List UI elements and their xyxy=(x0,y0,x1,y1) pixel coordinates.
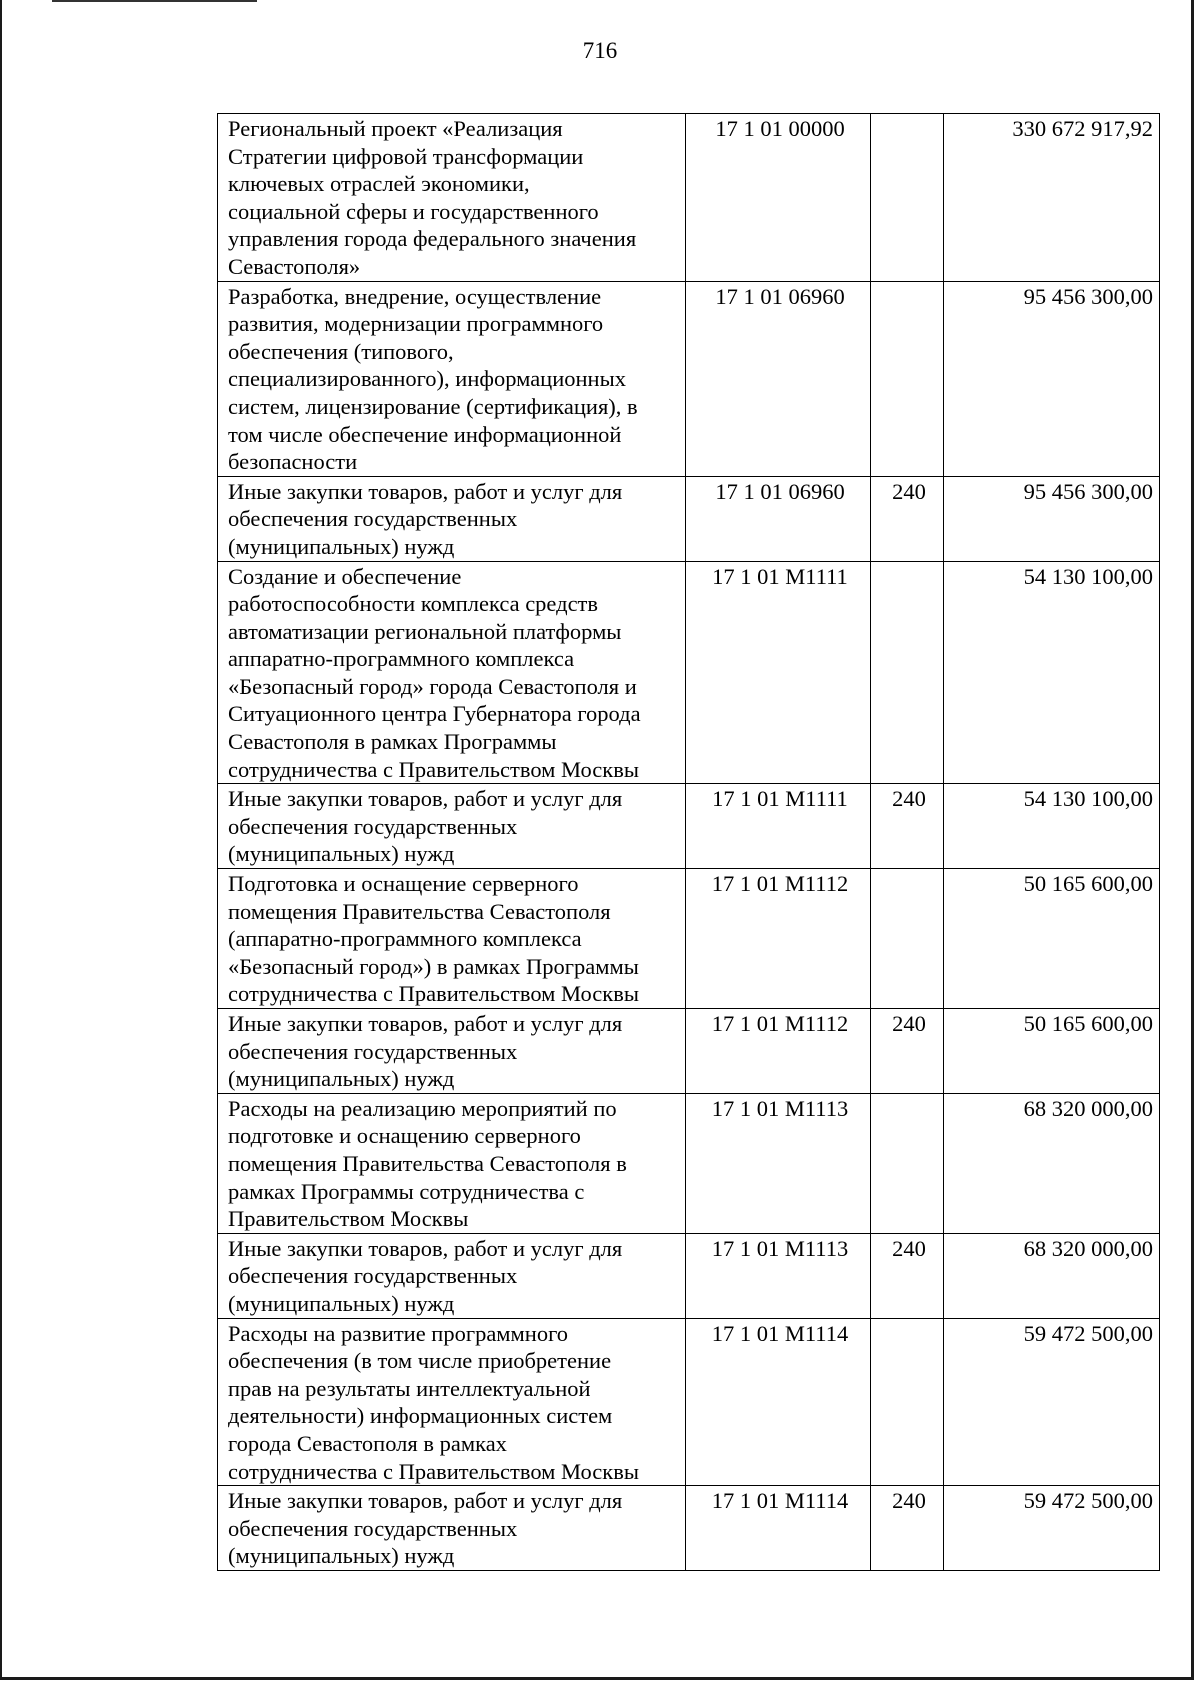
row-code-cell: 17 1 01 M1112 xyxy=(686,869,871,1009)
row-name-line: том числе обеспечение информационной xyxy=(228,421,622,447)
row-name-line: развития, модернизации программного xyxy=(228,311,604,337)
row-name-line: помещения Правительства Севастополя xyxy=(228,898,611,924)
row-name-line: обеспечения государственных xyxy=(228,1515,518,1541)
table-row xyxy=(218,281,1160,476)
row-expense-type-cell xyxy=(871,1093,944,1233)
row-name-line: сотрудничества с Правительством Москвы xyxy=(228,981,639,1007)
row-name-line: Стратегии цифровой трансформации xyxy=(228,143,584,169)
row-name-line: Иные закупки товаров, работ и услуг для xyxy=(228,786,623,812)
row-expense-type-cell xyxy=(871,1318,944,1486)
row-name-line: обеспечения (в том числе приобретение xyxy=(228,1348,612,1374)
row-name-line: социальной сферы и государственного xyxy=(228,198,599,224)
budget-table xyxy=(217,113,1160,1571)
row-name-line: обеспечения государственных xyxy=(228,506,518,532)
row-name-line: рамках Программы сотрудничества с xyxy=(228,1178,585,1204)
row-name-line: города Севастополя в рамках xyxy=(228,1430,507,1456)
row-name-line: «Безопасный город») в рамках Программы xyxy=(228,953,639,979)
row-name-line: аппаратно-программного комплекса xyxy=(228,646,575,672)
row-name-cell xyxy=(218,114,686,282)
row-name-line: Правительством Москвы xyxy=(228,1206,469,1232)
row-code-cell: 17 1 01 M1114 xyxy=(686,1318,871,1486)
row-name-line: Иные закупки товаров, работ и услуг для xyxy=(228,1235,623,1261)
row-name-line: ключевых отраслей экономики, xyxy=(228,171,530,197)
row-expense-type-cell: 240 xyxy=(871,1233,944,1318)
row-name-line: обеспечения государственных xyxy=(228,1263,518,1289)
row-sum-cell: 330 672 917,92 xyxy=(944,114,1160,282)
row-sum-cell: 95 456 300,00 xyxy=(944,476,1160,561)
row-sum-cell: 59 472 500,00 xyxy=(944,1318,1160,1486)
row-name-line: (муниципальных) нужд xyxy=(228,1066,455,1092)
row-code-cell: 17 1 01 M1113 xyxy=(686,1233,871,1318)
row-sum-cell: 59 472 500,00 xyxy=(944,1486,1160,1571)
top-rule xyxy=(52,0,257,2)
row-name-line: Разработка, внедрение, осуществление xyxy=(228,283,602,309)
row-name-line: сотрудничества с Правительством Москвы xyxy=(228,1458,639,1484)
row-name-line: Иные закупки товаров, работ и услуг для xyxy=(228,1011,623,1036)
row-expense-type-cell xyxy=(871,561,944,784)
row-name-line: «Безопасный город» города Севастополя и xyxy=(228,673,637,699)
row-code-cell: 17 1 01 M1111 xyxy=(686,561,871,784)
row-sum-cell: 54 130 100,00 xyxy=(944,561,1160,784)
row-code-cell: 17 1 01 06960 xyxy=(686,281,871,476)
row-expense-type-cell xyxy=(871,281,944,476)
row-name-line: Расходы на развитие программного xyxy=(228,1320,568,1346)
row-name-cell xyxy=(218,1486,686,1571)
row-name-line: Региональный проект «Реализация xyxy=(228,116,563,141)
row-code-cell: 17 1 01 06960 xyxy=(686,476,871,561)
row-name-line: прав на результаты интеллектуальной xyxy=(228,1375,591,1401)
table-row xyxy=(218,869,1160,1009)
row-name-cell xyxy=(218,784,686,869)
row-code-cell: 17 1 01 M1114 xyxy=(686,1486,871,1571)
table-row xyxy=(218,1009,1160,1094)
row-name-line: Севастополя в рамках Программы xyxy=(228,729,557,755)
row-name-line: (муниципальных) нужд xyxy=(228,1543,455,1569)
row-name-line: деятельности) информационных систем xyxy=(228,1403,613,1429)
row-name-cell xyxy=(218,281,686,476)
row-name-line: работоспособности комплекса средств xyxy=(228,591,599,617)
row-sum-cell: 50 165 600,00 xyxy=(944,1009,1160,1094)
row-expense-type-cell: 240 xyxy=(871,476,944,561)
row-name-line: Севастополя» xyxy=(228,253,361,279)
row-sum-cell: 50 165 600,00 xyxy=(944,869,1160,1009)
row-name-line: (муниципальных) нужд xyxy=(228,1290,455,1316)
row-name-cell xyxy=(218,869,686,1009)
row-sum-cell: 68 320 000,00 xyxy=(944,1093,1160,1233)
row-name-line: специализированного), информационных xyxy=(228,366,626,392)
table-row xyxy=(218,561,1160,784)
table-row xyxy=(218,1233,1160,1318)
row-name-line: сотрудничества с Правительством Москвы xyxy=(228,756,639,782)
row-name-cell xyxy=(218,561,686,784)
row-expense-type-cell xyxy=(871,114,944,282)
row-name-cell xyxy=(218,476,686,561)
row-name-line: Иные закупки товаров, работ и услуг для xyxy=(228,1488,623,1514)
row-name-cell xyxy=(218,1318,686,1486)
row-name-line: (муниципальных) нужд xyxy=(228,533,455,559)
table-row xyxy=(218,784,1160,869)
row-name-line: Ситуационного центра Губернатора города xyxy=(228,701,641,727)
row-code-cell: 17 1 01 M1113 xyxy=(686,1093,871,1233)
row-sum-cell: 95 456 300,00 xyxy=(944,281,1160,476)
page-number: 716 xyxy=(582,38,618,63)
row-name-line: автоматизации региональной платформы xyxy=(228,618,622,644)
table-row xyxy=(218,1093,1160,1233)
row-name-line: подготовке и оснащению серверного xyxy=(228,1123,581,1149)
row-code-cell: 17 1 01 00000 xyxy=(686,114,871,282)
row-name-line: Создание и обеспечение xyxy=(228,563,462,589)
table-body xyxy=(218,114,1160,1571)
row-name-line: безопасности xyxy=(228,449,358,475)
row-expense-type-cell: 240 xyxy=(871,784,944,869)
table-row xyxy=(218,476,1160,561)
row-name-line: Иные закупки товаров, работ и услуг для xyxy=(228,478,623,504)
row-name-cell xyxy=(218,1009,686,1094)
table-row xyxy=(218,1318,1160,1486)
row-code-cell: 17 1 01 M1111 xyxy=(686,784,871,869)
row-expense-type-cell: 240 xyxy=(871,1009,944,1094)
row-name-line: Подготовка и оснащение серверного xyxy=(228,871,579,897)
row-name-line: обеспечения государственных xyxy=(228,1038,518,1064)
row-name-line: систем, лицензирование (сертификация), в xyxy=(228,393,638,419)
row-name-cell xyxy=(218,1233,686,1318)
row-sum-cell: 68 320 000,00 xyxy=(944,1233,1160,1318)
row-name-line: управления города федерального значения xyxy=(228,226,637,252)
row-name-line: Расходы на реализацию мероприятий по xyxy=(228,1095,617,1121)
row-sum-cell: 54 130 100,00 xyxy=(944,784,1160,869)
row-code-cell: 17 1 01 M1112 xyxy=(686,1009,871,1094)
row-expense-type-cell xyxy=(871,869,944,1009)
row-name-line: помещения Правительства Севастополя в xyxy=(228,1150,627,1176)
table-row xyxy=(218,114,1160,282)
row-name-line: (аппаратно-программного комплекса xyxy=(228,926,582,952)
row-expense-type-cell: 240 xyxy=(871,1486,944,1571)
table-row xyxy=(218,1486,1160,1571)
row-name-line: (муниципальных) нужд xyxy=(228,841,455,867)
row-name-cell xyxy=(218,1093,686,1233)
row-name-line: обеспечения государственных xyxy=(228,813,518,839)
row-name-line: обеспечения (типового, xyxy=(228,338,454,364)
